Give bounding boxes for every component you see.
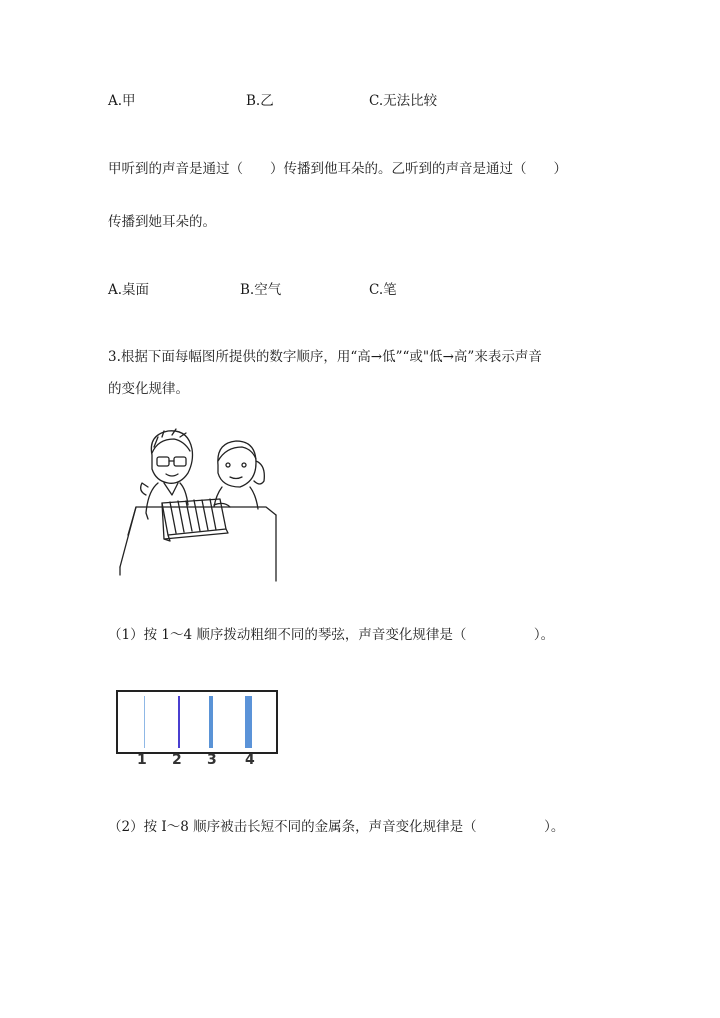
option-a-desk: A.桌面 xyxy=(108,282,150,298)
string-4 xyxy=(245,696,252,748)
children-with-instrument-illustration xyxy=(118,425,283,585)
option-c-pen: C.笔 xyxy=(369,282,397,298)
question3-line2: 的变化规律。 xyxy=(108,381,189,397)
sub-question-2: （2）按 I～8 顺序被击长短不同的金属条，声音变化规律是（ ）。 xyxy=(108,819,565,835)
string-label-1: 1 xyxy=(137,752,147,768)
strings-diagram xyxy=(116,690,278,754)
question2-line1: 甲听到的声音是通过（ ）传播到他耳朵的。乙听到的声音是通过（ ） xyxy=(108,161,567,177)
string-label-2: 2 xyxy=(172,752,182,768)
question3-line1: 3.根据下面每幅图所提供的数字顺序，用“高→低”“或"低→高”来表示声音 xyxy=(108,349,542,365)
string-label-4: 4 xyxy=(245,752,255,768)
option-c-cannot-compare: C.无法比较 xyxy=(369,93,438,109)
string-3 xyxy=(209,696,213,748)
option-b-air: B.空气 xyxy=(240,282,282,298)
question2-line2: 传播到她耳朵的。 xyxy=(108,214,216,230)
string-2 xyxy=(178,696,180,748)
sub-question-1: （1）按 1～4 顺序拨动粗细不同的琴弦，声音变化规律是（ ）。 xyxy=(108,627,555,643)
option-b-yi: B.乙 xyxy=(246,93,274,109)
option-a-jia: A.甲 xyxy=(108,93,136,109)
string-1 xyxy=(144,696,145,748)
string-label-3: 3 xyxy=(207,752,217,768)
